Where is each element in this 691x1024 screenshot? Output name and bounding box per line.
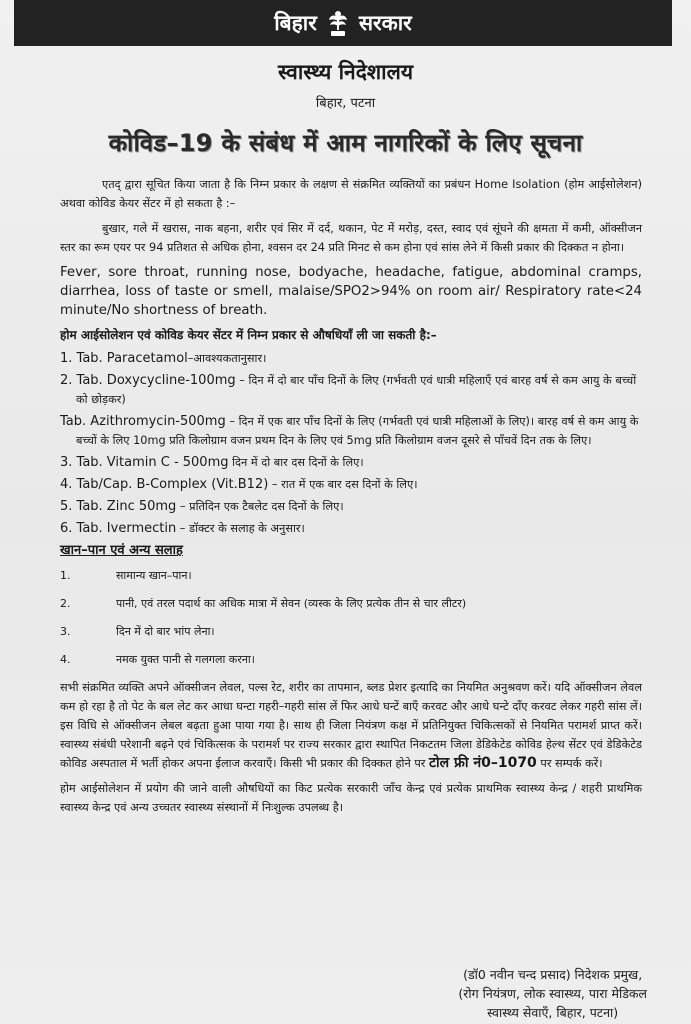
department-place: बिहार, पटना <box>315 96 376 111</box>
advice-text: सामान्य खान–पान। <box>116 569 192 582</box>
medicine-name: 3. Tab. Vitamin C - 500mg <box>60 455 229 470</box>
advice-item <box>60 566 642 585</box>
medicine-item <box>60 475 642 494</box>
medicine-item <box>60 412 642 450</box>
advice-heading: खान–पान एवं अन्य सलाह <box>60 543 183 558</box>
medicine-dose: – प्रतिदिन एक टैबलेट दस दिनों के लिए। <box>176 500 344 513</box>
medicine-item <box>60 349 642 368</box>
bihar-emblem-icon <box>327 8 349 38</box>
signature-line-2: (रोग नियंत्रण, लोक स्वास्थ्य, पारा मेडिकल <box>458 986 647 1001</box>
medicines-heading: होम आईसोलेशन एवं कोविड केयर सेंटर में निम्न प्रकार से औषधियाँ ली जा सकती है:– <box>60 328 437 342</box>
medicine-dose: – रात में एक बार दस दिनों के लिए। <box>268 478 418 491</box>
advice-item <box>60 622 642 641</box>
signature-block <box>458 965 647 1022</box>
tollfree-number: टोल फ्री नं0–1070 <box>428 755 537 771</box>
symptoms-english-paragraph: Fever, sore throat, running nose, bodyache, headache, fatigue, abdominal cramps, diarrhea, loss of taste or smell, malaise/SPO2>94% on room air/ Respiratory rate<24 minute/No shortness of breath. <box>60 265 642 318</box>
advice-number: 2. <box>60 597 71 610</box>
medicine-dose: –आवश्यकतानुसार। <box>187 352 267 365</box>
medicine-name: 2. Tab. Doxycycline-100mg <box>60 373 236 388</box>
signature-line-3: स्वास्थ्य सेवाएँ, बिहार, पटना) <box>487 1005 619 1020</box>
monitoring-text: सभी संक्रमित व्यक्ति अपने ऑक्सीजन लेवल, पल्स रेट, शरीर का तापमान, ब्लड प्रेशर इत्यादि का नियमित अनुश्रवण करें। यदि ऑक्सीजन लेवल कम हो रहा है तो पेट के बल लेट कर आधा घन्टा गहरी–गहरी सांस लें फिर आधे घन्टें बाएँ करवट और आधे घन्टे दाँए करवट लेकर गहरी सांस लें। इस विधि से ऑक्सीजन लेबल बढ़ता हुआ पाया गया है। साथ ही जिला नियंत्रण कक्ष में प्रतिनियुक्त चिकित्सकों से नियमित परामर्श प्राप्त करें। स्वास्थ्य संबंधी परेशानी बढ़ने एवं चिकित्सक के परामर्श पर राज्य सरकार द्वारा स्थापित निकटतम जिला डेडिकेटेड कोविड हेल्थ सेंटर एवं डेडिकेटेड कोविड अस्पताल में भर्ती होकर अपना ईलाज करवाएँ। किसी भी प्रकार की दिक्कत होने पर <box>60 681 642 770</box>
banner-right-text: सरकार <box>358 11 412 35</box>
medicine-item <box>60 497 642 516</box>
medicine-dose: – दिन में दो बार पाँच दिनों के लिए (गर्भवती एवं धात्री महिलाएँ एवं बारह वर्ष से कम आयु के बच्चों को छोड़कर) <box>76 374 637 406</box>
medicine-item <box>60 371 642 409</box>
banner-left-text: बिहार <box>274 11 317 35</box>
symptoms-hindi-paragraph: बुखार, गले में खरास, नाक बहना, शरीर एवं सिर में दर्द, थकान, पेट में मरोड़, दस्त, स्वाद एवं सूंघने की क्षमता में कमी, ऑक्सीजन स्तर का रूम एयर पर 94 प्रतिशत से अधिक होना, श्वसन दर 24 प्रति मिनट से कम होना एवं सांस लेने में किसी प्रकार की दिक्कत न होना। <box>60 222 642 254</box>
advice-number: 4. <box>60 653 71 666</box>
free-kit-paragraph: होम आईसोलेशन में प्रयोग की जाने वाली औषधियों का किट प्रत्येक सरकारी जाँच केन्द्र एवं प्रत्येक प्राथमिक स्वास्थ्य केन्द्र / शहरी प्राथमिक स्वास्थ्य केन्द्र एवं अन्य उच्चतर स्वास्थ्य संस्थानों में निःशुल्क उपलब्ध है। <box>60 782 642 814</box>
monitoring-tail: पर सम्पर्क करें। <box>536 757 603 770</box>
advice-item <box>60 594 642 613</box>
medicine-name: 1. Tab. Paracetamol <box>60 351 188 366</box>
notice-headline: कोविड–19 के संबंध में आम नागरिकों के लिए सूचना <box>108 129 583 157</box>
medicine-dose: – दिन में एक बार पाँच दिनों के लिए (गर्भवती एवं धात्री महिलाओं के लिए)। बारह वर्ष से कम आयु के बच्चों के लिए 10mg प्रति किलोग्राम वजन प्रथम दिन के लिए एवं 5mg प्रति किलोग्राम वजन दूसरे से पाँचवें दिन तक के लिए। <box>76 415 639 447</box>
medicine-dose: – डॉक्टर के सलाह के अनुसार। <box>176 522 305 535</box>
department-title: स्वास्थ्य निदेशालय <box>277 60 413 84</box>
notice-body <box>60 175 642 823</box>
medicine-name: 4. Tab/Cap. B-Complex (Vit.B12) <box>60 477 269 492</box>
advice-text: पानी, एवं तरल पदार्थ का अधिक मात्रा में सेवन (व्यस्क के लिए प्रत्येक तीन से चार लीटर) <box>116 597 467 610</box>
medicine-item <box>60 453 642 472</box>
medicine-item <box>60 519 642 538</box>
intro-paragraph: एतद् द्वारा सूचित किया जाता है कि निम्न प्रकार के लक्षण से संक्रमित व्यक्तियों का प्रबंधन Home Isolation (होम आईसोलेशन) अथवा कोविड केयर सेंटर में हो सकता है :– <box>60 178 642 210</box>
advice-item <box>60 650 642 669</box>
advice-number: 3. <box>60 625 71 638</box>
signature-line-1: (डॉ0 नवीन चन्द प्रसाद) निदेशक प्रमुख, <box>463 967 643 982</box>
advice-number: 1. <box>60 569 71 582</box>
monitoring-paragraph <box>60 678 642 773</box>
medicine-dose: दिन में दो बार दस दिनों के लिए। <box>228 456 364 469</box>
medicine-name: 6. Tab. Ivermectin <box>60 521 177 536</box>
government-banner <box>14 0 672 46</box>
advice-text: नमक युक्त पानी से गलगला करना। <box>116 653 255 666</box>
medicine-name: 5. Tab. Zinc 50mg <box>60 499 177 514</box>
medicine-name: Tab. Azithromycin-500mg <box>60 414 226 429</box>
advice-text: दिन में दो बार भांप लेना। <box>116 625 215 638</box>
